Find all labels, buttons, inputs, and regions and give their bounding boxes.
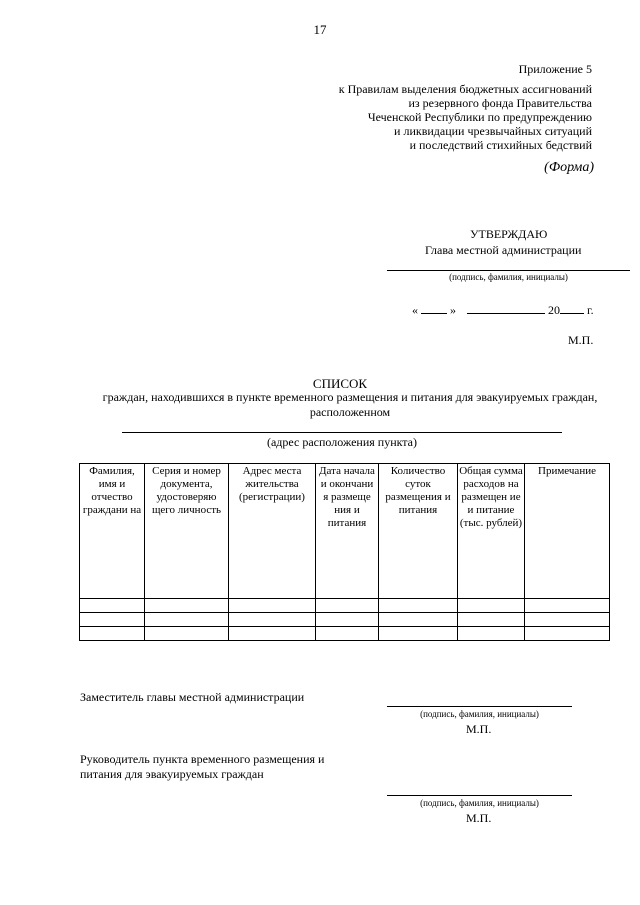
- table-cell: [145, 599, 229, 613]
- year-blank: [560, 303, 584, 314]
- appendix-label: Приложение 5: [518, 62, 592, 76]
- deputy-stamp: М.П.: [466, 722, 492, 736]
- table-cell: [458, 613, 525, 627]
- table-cell: [145, 627, 229, 641]
- approval-date: [412, 303, 594, 318]
- date-close-quote: »: [450, 303, 456, 317]
- column-header-dates: Дата начала и окончани я размеще ния и питания: [316, 464, 379, 599]
- table-row: [80, 613, 610, 627]
- table-cell: [379, 627, 458, 641]
- table-cell: [80, 599, 145, 613]
- table-cell: [145, 613, 229, 627]
- column-header-address: Адрес места жительства (регистрации): [229, 464, 316, 599]
- head-point-signature-line: [387, 795, 572, 796]
- year-suffix: г.: [587, 303, 594, 317]
- rules-reference: [232, 82, 592, 152]
- table-cell: [229, 627, 316, 641]
- approver-signature-line: [387, 270, 630, 271]
- address-caption: (адрес расположения пункта): [266, 435, 418, 449]
- column-header-total: Общая сумма расходов на размещен ие и питание (тыс. рублей): [458, 464, 525, 599]
- form-label: (Форма): [544, 160, 594, 175]
- table-cell: [80, 627, 145, 641]
- deputy-label: Заместитель главы местной администрации: [80, 690, 305, 704]
- year-prefix: 20: [548, 303, 560, 317]
- deputy-signature-line: [387, 706, 572, 707]
- table-header-row: [80, 464, 610, 599]
- table-cell: [379, 599, 458, 613]
- month-blank: [467, 303, 545, 314]
- deputy-signature-caption: (подпись, фамилия, инициалы): [420, 709, 539, 719]
- rules-line: из резервного фонда Правительства: [408, 96, 592, 110]
- table-cell: [229, 599, 316, 613]
- table-row: [80, 599, 610, 613]
- table-cell: [316, 613, 379, 627]
- rules-line: и последствий стихийных бедствий: [409, 138, 592, 152]
- table-cell: [80, 613, 145, 627]
- list-subtitle: граждан, находившихся в пункте временного размещения и питания для эвакуируемых граждан, расположенном: [102, 390, 598, 419]
- date-open-quote: «: [412, 303, 418, 317]
- table-row: [80, 627, 610, 641]
- head-point-label: Руководитель пункта временного размещения и питания для эвакуируемых граждан: [80, 752, 325, 781]
- table-cell: [316, 627, 379, 641]
- table-cell: [229, 613, 316, 627]
- column-header-document: Серия и номер документа, удостоверяю щего личность: [145, 464, 229, 599]
- address-line: [122, 432, 562, 433]
- table-cell: [525, 613, 610, 627]
- approve-title: УТВЕРЖДАЮ: [470, 227, 548, 241]
- table-cell: [525, 627, 610, 641]
- rules-line: и ликвидации чрезвычайных ситуаций: [394, 124, 592, 138]
- table-cell: [458, 599, 525, 613]
- table-cell: [316, 599, 379, 613]
- column-header-name: Фамилия, имя и отчество граждани на: [80, 464, 145, 599]
- approver-position: Глава местной администрации: [425, 243, 582, 257]
- list-title: СПИСОК: [312, 376, 368, 391]
- table-cell: [525, 599, 610, 613]
- citizens-table: [79, 463, 610, 641]
- table-cell: [379, 613, 458, 627]
- rules-line: к Правилам выделения бюджетных ассигнований: [338, 82, 592, 96]
- table-body: [80, 599, 610, 641]
- page-number: 17: [313, 22, 327, 37]
- column-header-days: Количество суток размещения и питания: [379, 464, 458, 599]
- approver-stamp: М.П.: [568, 333, 594, 347]
- approver-signature-caption: (подпись, фамилия, инициалы): [449, 272, 568, 282]
- head-point-stamp: М.П.: [466, 811, 492, 825]
- rules-line: Чеченской Республики по предупреждению: [367, 110, 592, 124]
- table-cell: [458, 627, 525, 641]
- day-blank: [421, 303, 447, 314]
- column-header-note: Примечание: [525, 464, 610, 599]
- head-point-signature-caption: (подпись, фамилия, инициалы): [420, 798, 539, 808]
